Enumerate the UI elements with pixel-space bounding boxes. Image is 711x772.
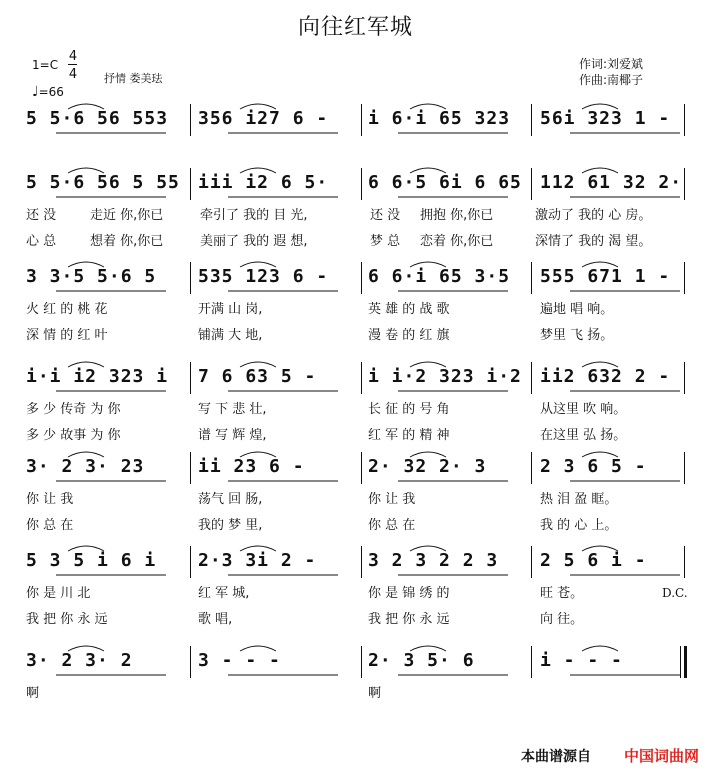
lyric-text: 遍地 唱 响。 [540,302,614,317]
slur-mark [238,542,278,552]
end-barline [684,546,685,578]
barline [531,362,532,394]
lyric-text: 啊 [368,686,382,701]
measure-notes: 5 3 5 i 6 i [26,550,157,571]
slur-mark [408,358,448,368]
measure-notes: 2·3 3i 2 - [198,550,317,571]
lyric-text: 深 情 的 红 叶 [26,328,108,343]
beam-underline [368,289,518,295]
end-barline [684,362,685,394]
end-barline [680,646,681,678]
slur-mark [66,358,106,368]
lyric-text: 我 的 心 上。 [540,518,618,533]
lyric-text: 你 总 在 [26,518,74,533]
slur-mark [580,448,620,458]
measure-notes: 3 3·5 5·6 5 [26,266,157,287]
end-barline [684,104,685,136]
lyric-text: 啊 [26,686,40,701]
notation-line [0,362,711,392]
barline [361,168,362,200]
slur-mark [66,448,106,458]
slur-mark [580,164,620,174]
lyric-text: 我 把 你 永 远 [26,612,108,627]
lyric-text: 你 让 我 [26,492,74,507]
barline [361,646,362,678]
tempo-marking [32,84,64,100]
lyric-text: 旺 苍。 [540,586,584,601]
barline [531,168,532,200]
barline [190,546,191,578]
expression-marking: 抒情 娄美珐 [104,72,163,85]
slur-mark [238,358,278,368]
measure-notes: 2· 32 2· 3 [368,456,487,477]
barline [361,262,362,294]
lyric-text: 美丽了 我的 遐 想, [200,234,308,249]
lyric-text: 还 没 [26,208,57,223]
beam-underline [26,573,176,579]
barline [190,452,191,484]
slur-mark [238,164,278,174]
tempo-value: =66 [38,85,64,99]
slur-mark [580,258,620,268]
notation-line [0,546,711,576]
final-barline [684,646,687,678]
measure-notes: 5 5·6 56 553 [26,108,169,129]
lyric-text: 在这里 弘 扬。 [540,428,627,443]
beam-underline [198,673,348,679]
measure-notes: 6 6·i 65 3·5 [368,266,511,287]
beam-underline [26,479,176,485]
lyrics-line [0,298,711,318]
measure-notes: 535 123 6 - [198,266,329,287]
beam-underline [540,289,690,295]
lyrics-line [0,582,711,602]
lyric-text: 漫 卷 的 红 旗 [368,328,450,343]
slur-mark [408,100,448,110]
lyric-text: 开满 山 岗, [198,302,263,317]
lyric-text: 激动了 我的 心 房。 [535,208,652,223]
measure-notes: i - - - [540,650,623,671]
notation-line [0,262,711,292]
lyric-text: 你 让 我 [368,492,416,507]
lyrics-line [0,608,711,628]
lyric-text: 热 泪 盈 眶。 [540,492,618,507]
lyrics-line [0,204,711,224]
lyric-text: 深情了 我的 渴 望。 [535,234,652,249]
slur-mark [238,642,278,652]
barline [190,104,191,136]
slur-mark [408,448,448,458]
measure-notes: i 6·i 65 323 [368,108,511,129]
slur-mark [66,100,106,110]
slur-mark [408,258,448,268]
lyric-text: 火 红 的 桃 花 [26,302,108,317]
beam-underline [540,389,690,395]
slur-mark [238,448,278,458]
slur-mark [580,642,620,652]
beam-underline [368,673,518,679]
end-barline [684,262,685,294]
lyric-text: 你 是 锦 绣 的 [368,586,450,601]
beam-underline [198,131,348,137]
lyric-text: 拥抱 你,你已 [420,208,494,223]
slur-mark [580,542,620,552]
lyric-text: 我的 梦 里, [198,518,263,533]
barline [361,104,362,136]
lyricist-credit: 作词:刘爱斌 [579,57,644,71]
lyrics-line [0,424,711,444]
slur-mark [66,258,106,268]
key-signature: 1=C [32,58,59,72]
barline [531,104,532,136]
lyric-text: 走近 你,你已 [90,208,164,223]
lyric-text: 心 总 [26,234,57,249]
slur-mark [408,164,448,174]
lyric-text: 梦 总 [370,234,401,249]
beam-underline [368,131,518,137]
barline [531,646,532,678]
beam-underline [540,673,690,679]
lyrics-line [0,324,711,344]
time-signature-bottom: 4 [68,67,78,82]
lyric-text: 长 征 的 号 角 [368,402,450,417]
measure-notes: 2 3 6 5 - [540,456,647,477]
beam-underline [198,195,348,201]
lyric-text: 梦里 飞 扬。 [540,328,614,343]
beam-underline [26,195,176,201]
slur-mark [238,258,278,268]
lyric-text: 多 少 故事 为 你 [26,428,121,443]
measure-notes: 555 671 1 - [540,266,671,287]
source-label: 本曲谱源自 [521,749,591,765]
measure-notes: 2 5 6 i - [540,550,647,571]
lyric-text: 牵引了 我的 目 光, [200,208,308,223]
beam-underline [368,573,518,579]
lyrics-line [0,398,711,418]
beam-underline [540,131,690,137]
lyrics-line [0,514,711,534]
lyric-text: 从这里 吹 响。 [540,402,627,417]
slur-mark [66,542,106,552]
beam-underline [198,389,348,395]
beam-underline [198,479,348,485]
lyric-text: 红 军 城, [198,586,250,601]
lyric-text: 想着 你,你已 [90,234,164,249]
measure-notes: 356 i27 6 - [198,108,329,129]
slur-mark [238,100,278,110]
lyrics-line [0,488,711,508]
lyric-text: 恋着 你,你已 [420,234,494,249]
barline [190,362,191,394]
slur-mark [580,100,620,110]
beam-underline [540,573,690,579]
measure-notes: 3 2 3 2 2 3 [368,550,499,571]
lyric-text: 我 把 你 永 远 [368,612,450,627]
beam-underline [368,389,518,395]
measure-notes: 3· 2 3· 2 [26,650,133,671]
barline [531,546,532,578]
lyric-text: 向 往。 [540,612,584,627]
beam-underline [26,289,176,295]
lyric-text: 写 下 悲 壮, [198,402,267,417]
measure-notes: 3· 2 3· 23 [26,456,145,477]
barline [361,546,362,578]
measure-notes: iii i2 6 5· [198,172,329,193]
measure-notes: 2· 3 5· 6 [368,650,475,671]
composer-credit: 作曲:南椰子 [579,73,644,87]
barline [190,262,191,294]
notation-line [0,452,711,482]
slur-mark [408,542,448,552]
measure-notes: i·i i2 323 i [26,366,169,387]
barline [531,452,532,484]
measure-notes: ii 23 6 - [198,456,305,477]
beam-underline [540,479,690,485]
measure-notes: ii2 632 2 - [540,366,671,387]
lyric-text: 还 没 [370,208,401,223]
measure-notes: 56i 323 1 - [540,108,671,129]
notation-line [0,104,711,134]
slur-mark [408,642,448,652]
barline [190,168,191,200]
beam-underline [26,131,176,137]
barline [190,646,191,678]
slur-mark [66,642,106,652]
beam-underline [198,573,348,579]
lyric-text: 你 是 川 北 [26,586,91,601]
time-signature-top: 4 [68,49,78,64]
slur-mark [66,164,106,174]
da-capo-marking: D.C. [662,586,688,600]
beam-underline [198,289,348,295]
lyric-text: 多 少 传奇 为 你 [26,402,121,417]
notation-line [0,168,711,198]
lyrics-line [0,230,711,250]
notation-line [0,646,711,676]
measure-notes: i i·2 323 i·2 [368,366,522,387]
source-site: 中国词曲网 [623,747,699,765]
beam-underline [368,195,518,201]
lyrics-line [0,682,711,702]
beam-underline [26,673,176,679]
barline [531,262,532,294]
lyric-text: 英 雄 的 战 歌 [368,302,450,317]
time-signature-bar [68,64,77,65]
measure-notes: 3 - - - [198,650,281,671]
barline [361,362,362,394]
song-title: 向往红军城 [297,15,413,40]
measure-notes: 112 61 32 2· [540,172,683,193]
measure-notes: 6 6·5 6i 6 65 [368,172,522,193]
lyric-text: 铺满 大 地, [198,328,263,343]
beam-underline [26,389,176,395]
quarter-note-icon: ♩ [32,84,39,100]
lyric-text: 红 军 的 精 神 [368,428,450,443]
lyric-text: 谱 写 辉 煌, [198,428,267,443]
slur-mark [580,358,620,368]
lyric-text: 歌 唱, [198,612,233,627]
lyric-text: 荡气 回 肠, [198,492,263,507]
beam-underline [540,195,690,201]
lyric-text: 你 总 在 [368,518,416,533]
barline [361,452,362,484]
beam-underline [368,479,518,485]
end-barline [684,168,685,200]
measure-notes: 7 6 63 5 - [198,366,317,387]
end-barline [684,452,685,484]
measure-notes: 5 5·6 56 5 55 [26,172,180,193]
